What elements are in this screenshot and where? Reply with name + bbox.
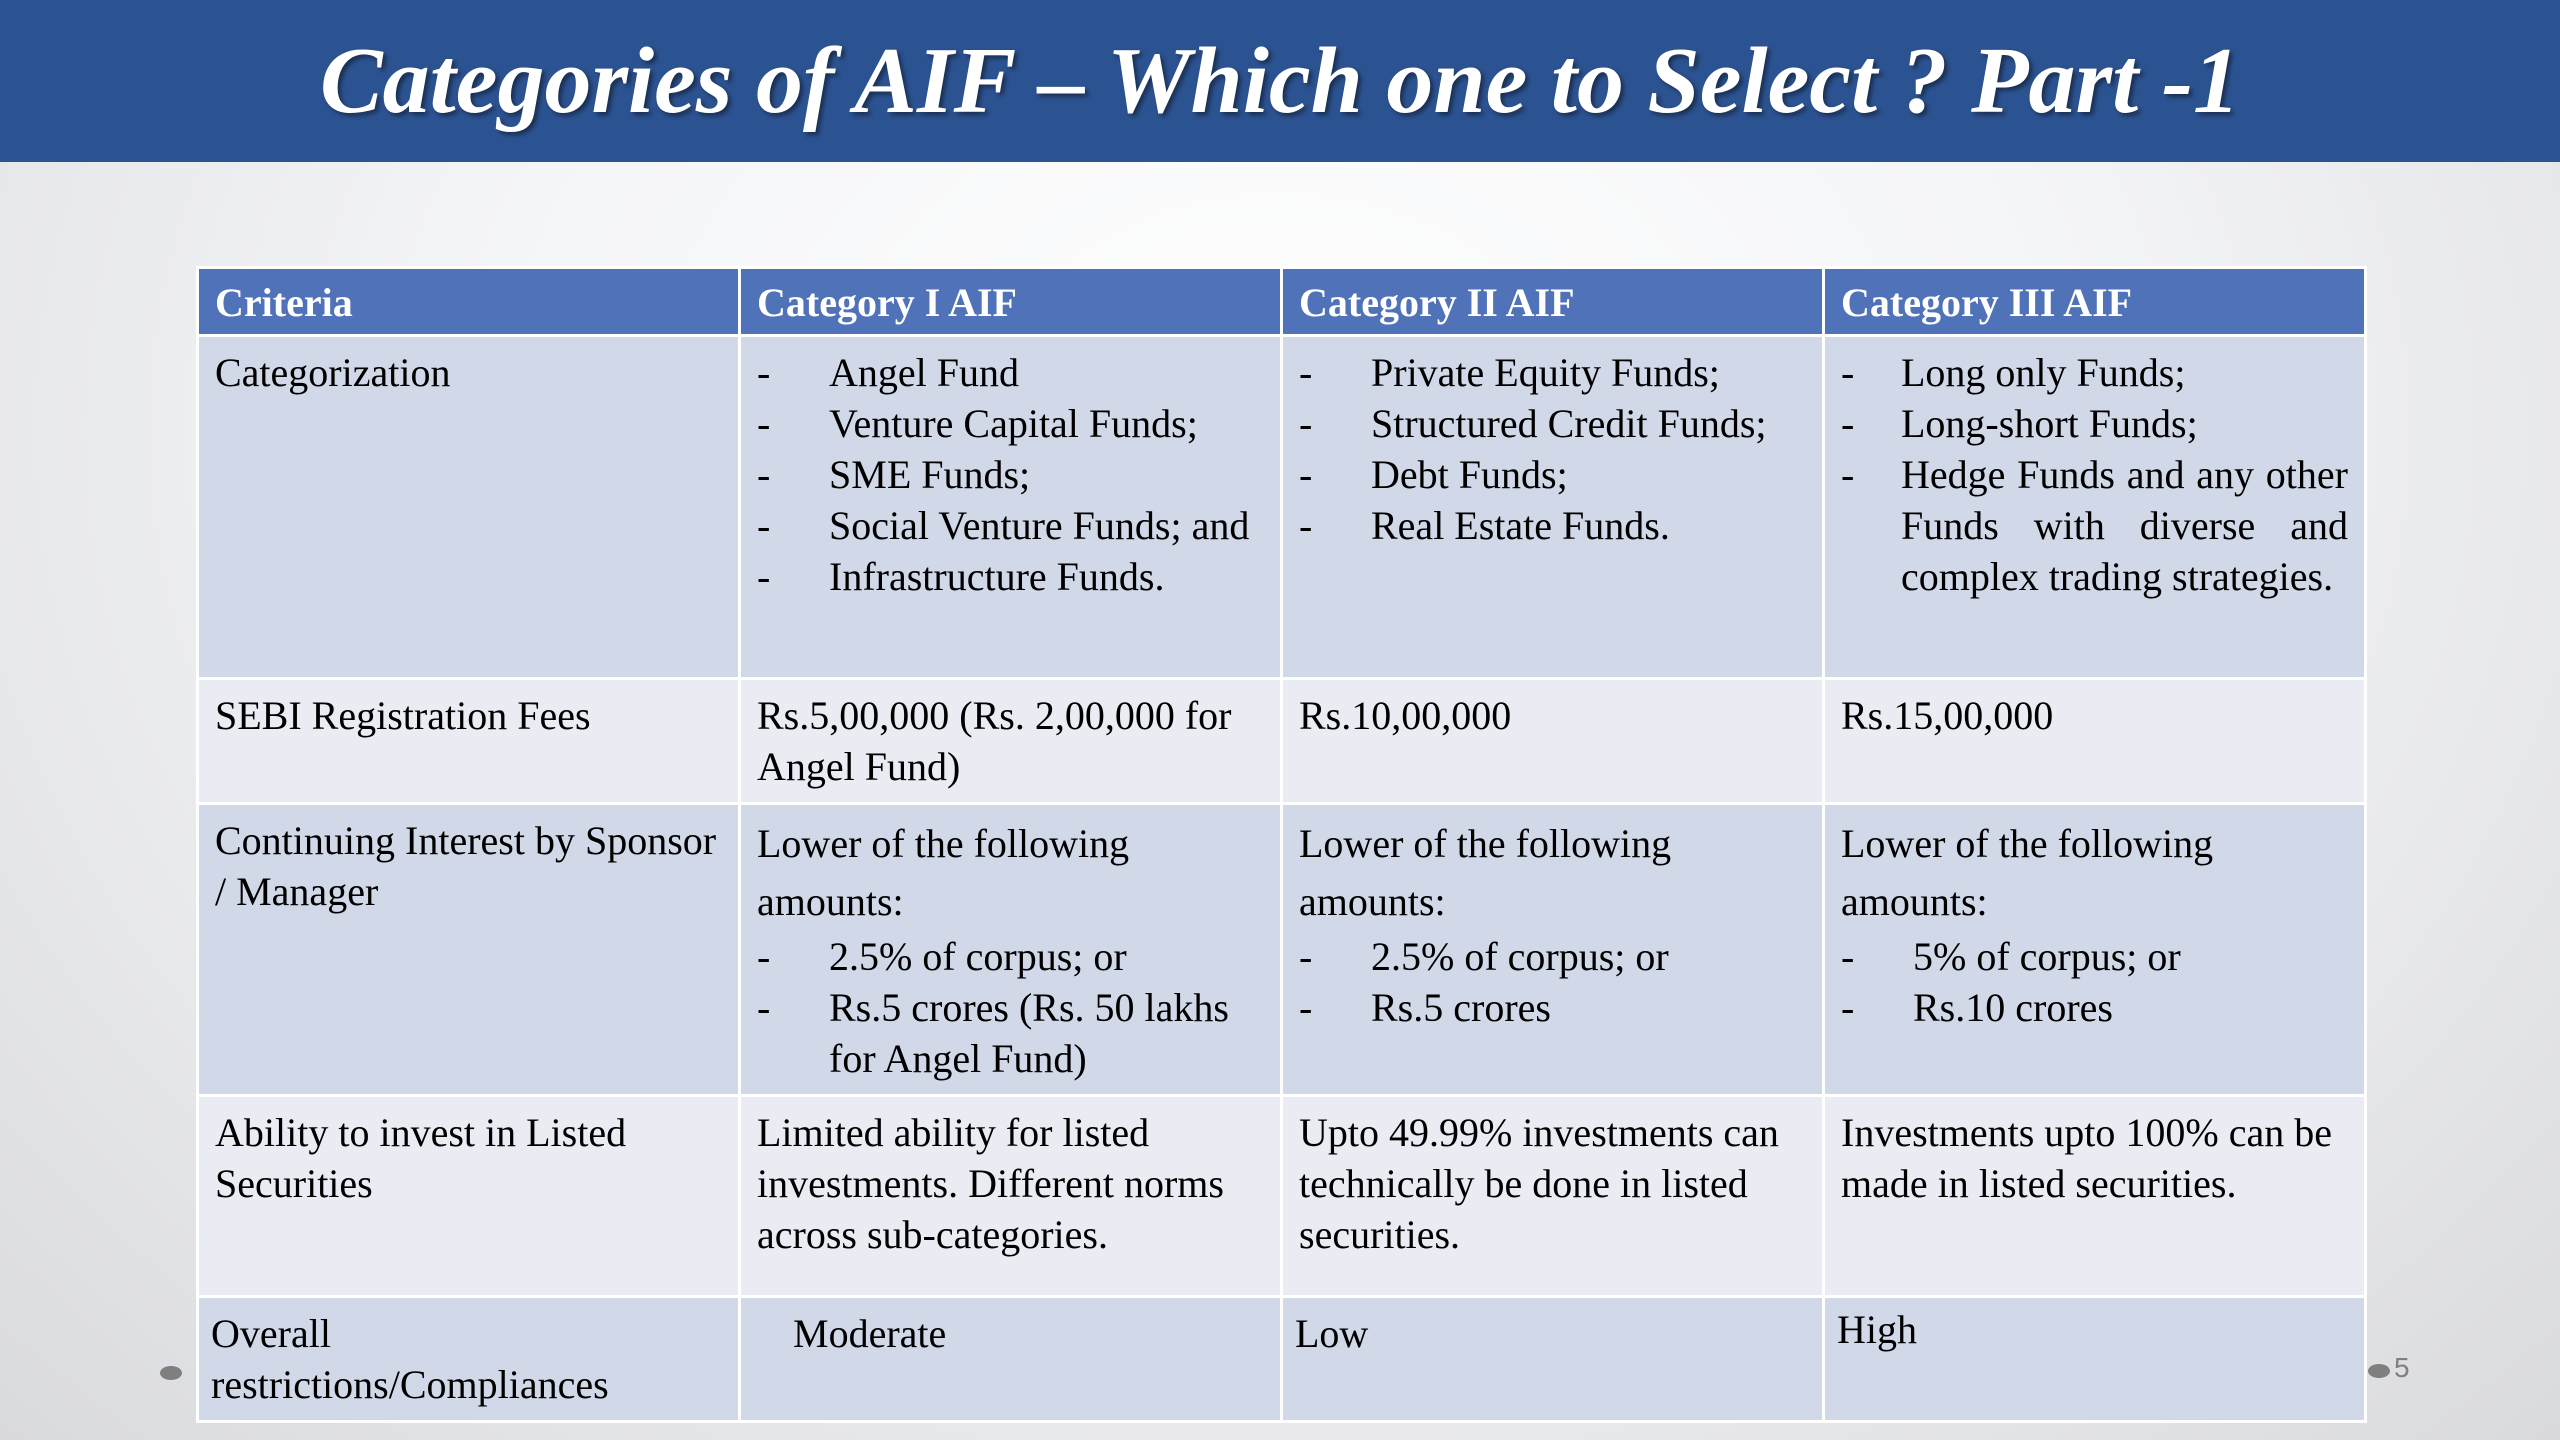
list-item-text: Venture Capital Funds; (829, 401, 1198, 446)
cell-overall-cat3: High (1824, 1297, 2366, 1422)
cell-overall-cat2: Low (1282, 1297, 1824, 1422)
cell-ability-cat2: Upto 49.99% investments can technically be done in listed securities. (1282, 1096, 1824, 1297)
list-item-text: SME Funds; (829, 452, 1031, 497)
list-item-text: Structured Credit Funds; (1371, 401, 1767, 446)
dash-bullet: - (757, 452, 771, 497)
list-categorization-cat1 (757, 347, 1264, 602)
list-item (1299, 398, 1806, 449)
dash-bullet: - (1299, 350, 1313, 395)
list-item (1299, 931, 1806, 982)
list-item-text: Debt Funds; (1371, 452, 1568, 497)
dash-bullet: - (757, 503, 771, 548)
header-row (198, 268, 2366, 336)
aif-comparison-table (196, 266, 2367, 1423)
list-item (1841, 449, 2348, 602)
dash-bullet: - (1299, 401, 1313, 446)
dash-bullet: - (757, 934, 771, 979)
cell-fees-cat1: Rs.5,00,000 (Rs. 2,00,000 for Angel Fund) (740, 679, 1282, 804)
list-item-text: Long only Funds; (1901, 350, 2186, 395)
criteria-overall-restrictions: Overall restrictions/Compliances (198, 1297, 740, 1422)
criteria-registration-fees: SEBI Registration Fees (198, 679, 740, 804)
cell-fees-cat2: Rs.10,00,000 (1282, 679, 1824, 804)
criteria-categorization: Categorization (198, 336, 740, 679)
list-item-text: Rs.5 crores (1371, 985, 1551, 1030)
dash-bullet: - (1841, 401, 1855, 446)
list-item (757, 398, 1264, 449)
header-category-2: Category II AIF (1282, 268, 1824, 336)
dash-bullet: - (1841, 452, 1855, 497)
list-categorization-cat2 (1299, 347, 1806, 551)
header-criteria: Criteria (198, 268, 740, 336)
list-item-text: Hedge Funds and any other Funds with diverse and complex trading strategies. (1901, 452, 2348, 599)
list-item (1841, 347, 2348, 398)
interest-intro-cat3: Lower of the following amounts: (1841, 821, 2214, 924)
dash-bullet: - (757, 350, 771, 395)
row-overall-restrictions (198, 1297, 2366, 1422)
row-registration-fees (198, 679, 2366, 804)
cell-interest-cat1 (740, 804, 1282, 1096)
list-item (757, 347, 1264, 398)
list-item-text: Private Equity Funds; (1371, 350, 1720, 395)
slide-title: Categories of AIF – Which one to Select ? Part -1 (319, 29, 2241, 133)
dash-bullet: - (1299, 503, 1313, 548)
list-categorization-cat3 (1841, 347, 2348, 602)
list-item-text: Infrastructure Funds. (829, 554, 1165, 599)
list-interest-cat3 (1841, 931, 2348, 1033)
header-category-1: Category I AIF (740, 268, 1282, 336)
dash-bullet: - (757, 401, 771, 446)
list-item-text: Angel Fund (829, 350, 1019, 395)
cell-interest-cat3 (1824, 804, 2366, 1096)
dash-bullet: - (1841, 350, 1855, 395)
list-item (757, 982, 1264, 1084)
list-item (1299, 500, 1806, 551)
cell-ability-cat1: Limited ability for listed investments. Different norms across sub-categories. (740, 1096, 1282, 1297)
criteria-continuing-interest: Continuing Interest by Sponsor / Manager (198, 804, 740, 1096)
cell-interest-cat2 (1282, 804, 1824, 1096)
cell-overall-cat1: Moderate (740, 1297, 1282, 1422)
cell-categorization-cat2 (1282, 336, 1824, 679)
dash-bullet: - (1299, 934, 1313, 979)
list-item-text: Long-short Funds; (1901, 401, 2198, 446)
cell-categorization-cat1 (740, 336, 1282, 679)
list-item-text: Rs.10 crores (1913, 985, 2113, 1030)
row-categorization (198, 336, 2366, 679)
list-item (757, 551, 1264, 602)
list-item-text: Social Venture Funds; and (829, 503, 1250, 548)
interest-intro-cat1: Lower of the following amounts: (757, 821, 1130, 924)
list-item (1841, 931, 2348, 982)
cell-ability-cat3: Investments upto 100% can be made in listed securities. (1824, 1096, 2366, 1297)
dash-bullet: - (1841, 985, 1855, 1030)
list-item-text: Rs.5 crores (Rs. 50 lakhs for Angel Fund) (829, 985, 1229, 1081)
list-item-text: Real Estate Funds. (1371, 503, 1670, 548)
list-interest-cat2 (1299, 931, 1806, 1033)
row-continuing-interest (198, 804, 2366, 1096)
list-item (757, 449, 1264, 500)
dash-bullet: - (1299, 452, 1313, 497)
page-number: 5 (2394, 1352, 2410, 1383)
list-item-text: 2.5% of corpus; or (1371, 934, 1669, 979)
dash-bullet: - (757, 985, 771, 1030)
dash-bullet: - (757, 554, 771, 599)
list-item (1299, 449, 1806, 500)
dash-bullet: - (1299, 985, 1313, 1030)
criteria-listed-securities: Ability to invest in Listed Securities (198, 1096, 740, 1297)
row-listed-securities (198, 1096, 2366, 1297)
cell-categorization-cat3 (1824, 336, 2366, 679)
list-interest-cat1 (757, 931, 1264, 1084)
interest-intro-cat2: Lower of the following amounts: (1299, 821, 1672, 924)
list-item (757, 500, 1264, 551)
list-item (1841, 982, 2348, 1033)
list-item (1299, 982, 1806, 1033)
list-item-text: 5% of corpus; or (1913, 934, 2181, 979)
list-item (1299, 347, 1806, 398)
header-category-3: Category III AIF (1824, 268, 2366, 336)
list-item (757, 931, 1264, 982)
list-item (1841, 398, 2348, 449)
list-item-text: 2.5% of corpus; or (829, 934, 1127, 979)
dash-bullet: - (1841, 934, 1855, 979)
slide-bullet-right (2368, 1364, 2390, 1378)
slide-bullet-left (160, 1366, 182, 1380)
cell-fees-cat3: Rs.15,00,000 (1824, 679, 2366, 804)
